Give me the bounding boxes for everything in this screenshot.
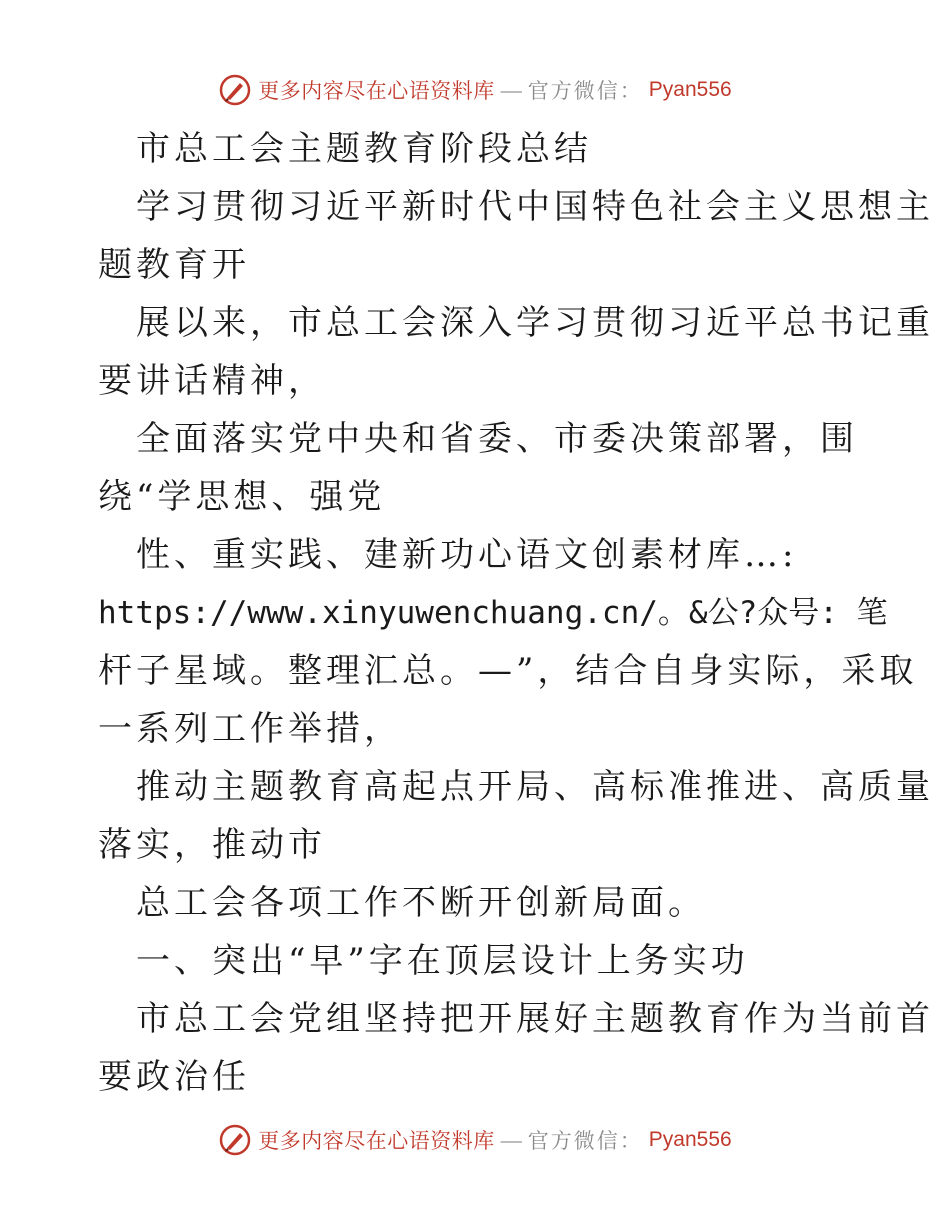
doc-line: 要政治任	[98, 1057, 250, 1097]
doc-line: 性、重实践、建新功心语文创素材库…:	[136, 535, 798, 575]
banner-wechat-id: Pyan556	[648, 1128, 732, 1151]
doc-line-url: https://www.xinyuwenchuang.cn/。&公?众号: 笔	[98, 595, 888, 631]
doc-line: 学习贯彻习近平新时代中国特色社会主义思想主	[136, 187, 934, 227]
doc-line: 题教育开	[98, 245, 250, 285]
doc-line: 要讲话精神，	[98, 361, 326, 401]
banner-title: 更多内容尽在心语资料库	[258, 1129, 495, 1153]
doc-line: 杆子星域。整理汇总。—”，结合自身实际，采取	[98, 651, 918, 691]
banner-title: 更多内容尽在心语资料库	[258, 79, 495, 103]
banner-wechat-label: 官方微信：	[527, 79, 643, 103]
doc-line: 展以来，市总工会深入学习贯彻习近平总书记重	[136, 303, 934, 343]
banner-separator: —	[500, 1127, 522, 1152]
doc-line: 市总工会党组坚持把开展好主题教育作为当前首	[136, 999, 934, 1039]
pen-logo-icon	[218, 1123, 252, 1157]
pen-logo-icon	[218, 73, 252, 107]
footer-banner	[0, 1120, 950, 1160]
banner-wechat-label: 官方微信：	[527, 1129, 643, 1153]
doc-line: 推动主题教育高起点开局、高标准推进、高质量	[136, 767, 934, 807]
section-heading: 一、突出“早”字在顶层设计上务实功	[136, 941, 749, 981]
doc-title: 市总工会主题教育阶段总结	[136, 129, 592, 169]
banner-separator: —	[500, 77, 522, 102]
doc-line: 一系列工作举措，	[98, 709, 402, 749]
doc-line: 全面落实党中央和省委、市委决策部署，围	[136, 419, 858, 459]
doc-line: 绕“学思想、强党	[98, 477, 386, 517]
doc-line: 落实，推动市	[98, 825, 326, 865]
header-banner	[0, 70, 950, 110]
banner-wechat-id: Pyan556	[648, 78, 732, 101]
document-body	[98, 120, 934, 1106]
doc-line: 总工会各项工作不断开创新局面。	[136, 883, 706, 923]
